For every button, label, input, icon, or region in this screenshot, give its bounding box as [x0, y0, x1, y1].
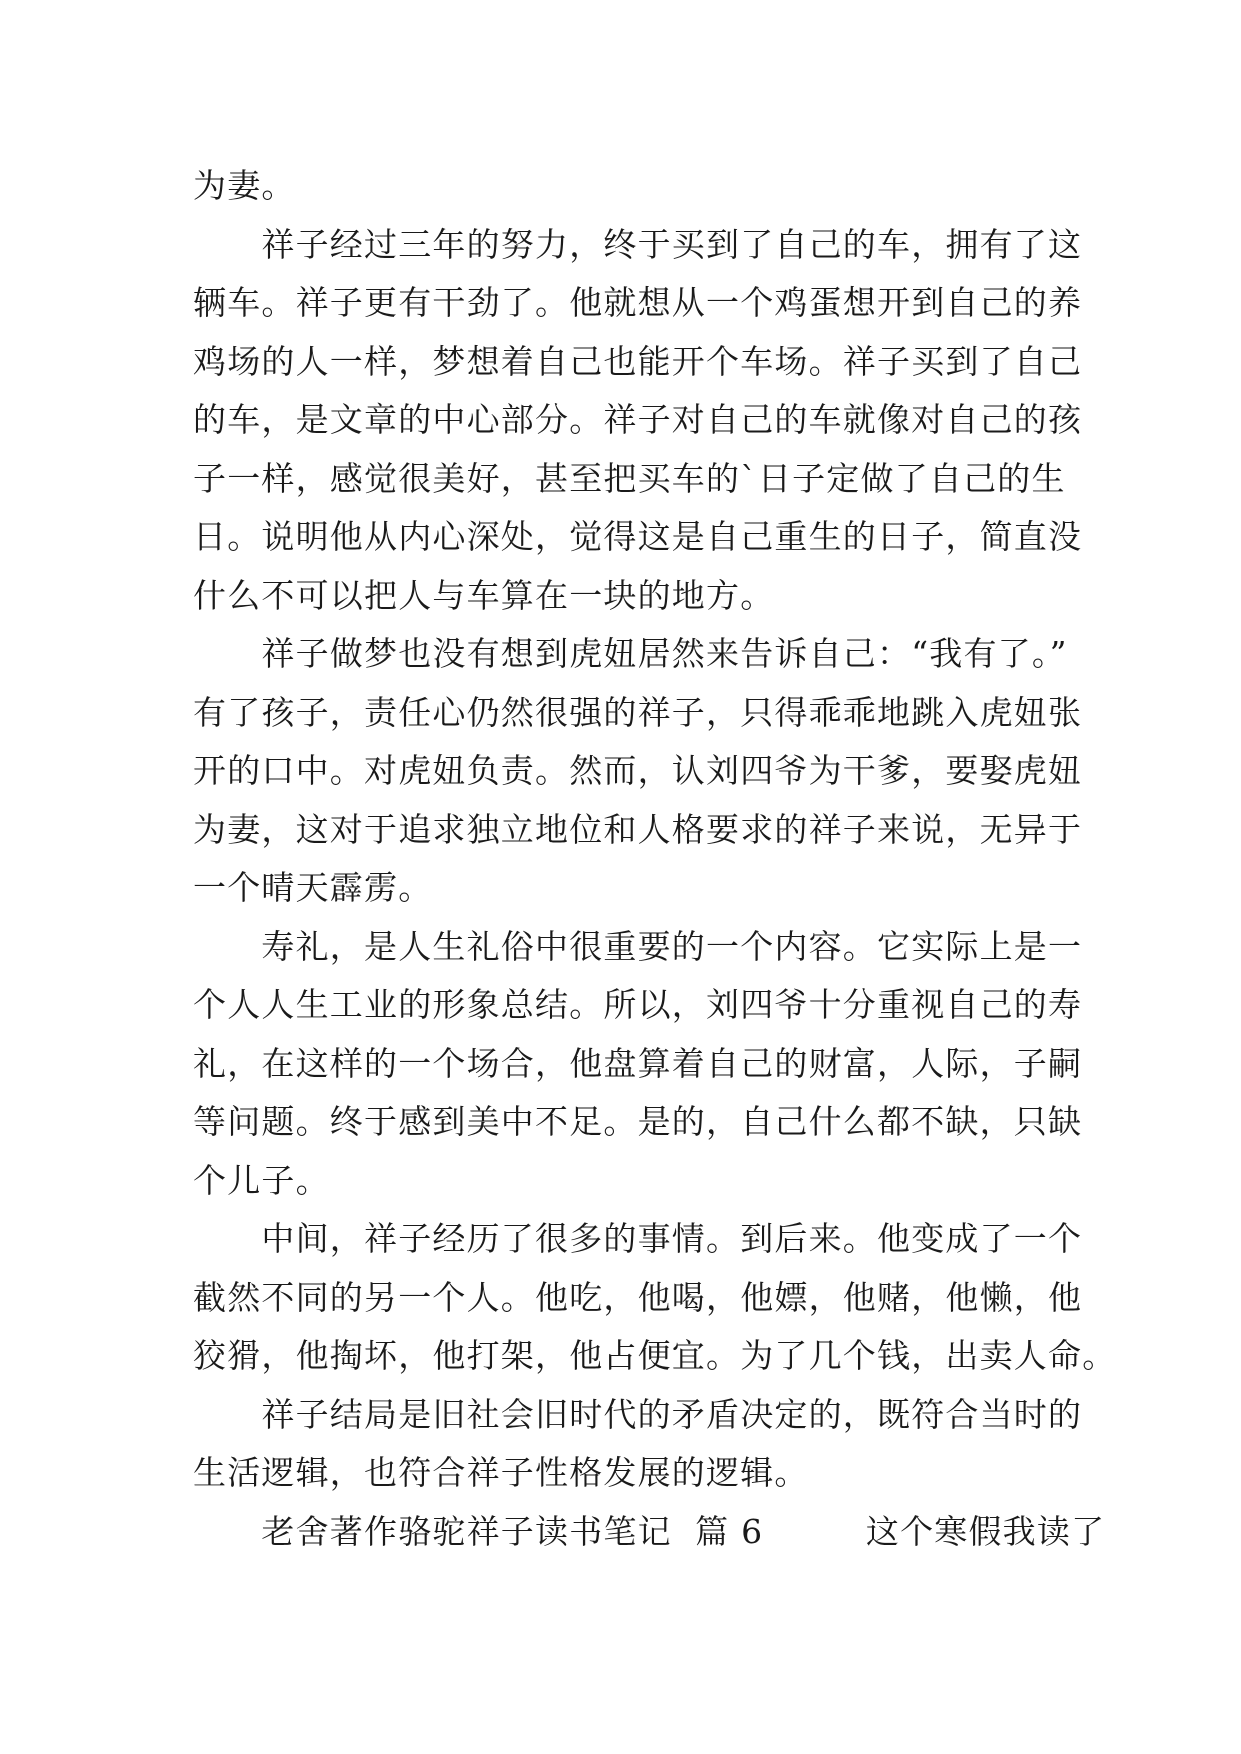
text-line: 截然不同的另一个人。他吃，他喝，他嫖，他赌，他懒，他 [193, 1277, 1083, 1317]
text-line: 中间，祥子经历了很多的事情。到后来。他变成了一个 [193, 1219, 1083, 1258]
text-line: 日。说明他从内心深处，觉得这是自己重生的日子，简直没 [193, 517, 1083, 556]
text-line: 一个晴天霹雳。 [193, 868, 433, 907]
text-line: 老舍著作骆驼祥子读书笔记 篇 6 这个寒假我读了 [193, 1511, 1106, 1551]
text-line: 为妻，这对于追求独立地位和人格要求的祥子来说，无异于 [193, 809, 1083, 849]
text-line: 为妻。 [193, 166, 296, 205]
text-line: 辆车。祥子更有干劲了。他就想从一个鸡蛋想开到自己的养 [193, 283, 1083, 322]
text-line: 祥子做梦也没有想到虎妞居然来告诉自己：“我有了。” [193, 634, 1068, 673]
text-line: 的车，是文章的中心部分。祥子对自己的车就像对自己的孩 [193, 400, 1083, 439]
text-line: 祥子结局是旧社会旧时代的矛盾决定的，既符合当时的 [193, 1394, 1083, 1434]
text-line: 礼，在这样的一个场合，他盘算着自己的财富，人际，子嗣 [193, 1043, 1083, 1083]
text-line: 个儿子。 [193, 1160, 330, 1200]
body-text [193, 157, 1117, 1561]
text-line: 什么不可以把人与车算在一块的地方。 [193, 575, 775, 615]
text-line: 开的口中。对虎妞负责。然而，认刘四爷为干爹，要娶虎妞 [193, 751, 1083, 790]
text-line: 鸡场的人一样，梦想着自己也能开个车场。祥子买到了自己 [193, 341, 1083, 381]
text-line: 寿礼，是人生礼俗中很重要的一个内容。它实际上是一 [193, 926, 1083, 966]
text-line: 生活逻辑，也符合祥子性格发展的逻辑。 [193, 1453, 809, 1492]
text-line: 子一样，感觉很美好，甚至把买车的`日子定做了自己的生 [193, 458, 1066, 498]
text-line: 有了孩子，责任心仍然很强的祥子，只得乖乖地跳入虎妞张 [193, 692, 1083, 732]
text-line: 个人人生工业的形象总结。所以，刘四爷十分重视自己的寿 [193, 985, 1083, 1024]
text-line: 祥子经过三年的努力，终于买到了自己的车，拥有了这 [193, 224, 1083, 264]
text-line: 狡猾，他掏坏，他打架，他占便宜。为了几个钱，出卖人命。 [193, 1336, 1117, 1375]
text-line: 等问题。终于感到美中不足。是的，自己什么都不缺，只缺 [193, 1102, 1083, 1141]
